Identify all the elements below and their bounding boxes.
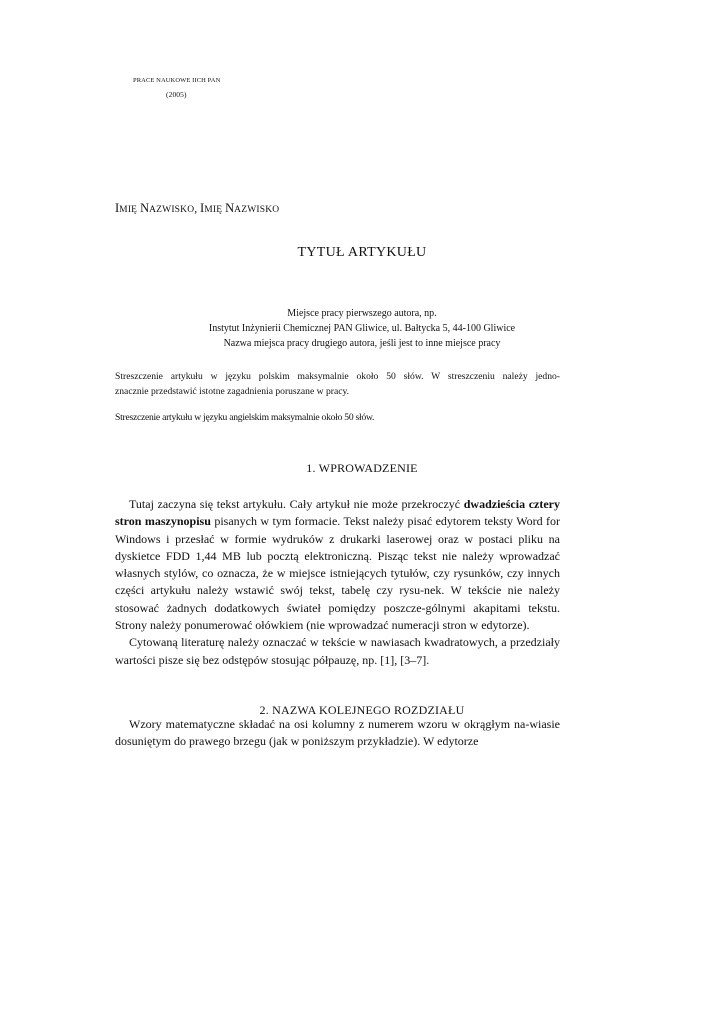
paragraph-1-text-b: pisanych w tym formacie. Tekst należy pisać edytorem teksty Word for Windows i przesłać w formie wydruków z drukarki laserowej oraz w postaci pliku na dyskietce FDD 1,44 MB lub pocztą elektroniczną. Pisząc tekst nie należy wprowadzać własnych stylów, co oznacza, że w miejsce istniejących tytułów, czy rysunków, czy innych części artykułu należy wstawić swój tekst, tabelę czy rysu-nek. W tekście nie należy stosować żadnych dodatkowych świateł pomiędzy poszcze-gólnymi akapitami tekstu. Strony należy ponumerować ołówkiem (nie wprowadzać numeracji stron w edytorze). bbox=[115, 514, 560, 633]
section-1-heading: 1. WPROWADZENIE bbox=[306, 461, 418, 475]
author-2-first-rest: MIĘ bbox=[204, 205, 223, 215]
affiliation-line-1: Miejsce pracy pierwszego autora, np. bbox=[287, 308, 437, 319]
section-2-paragraph-1: Wzory matematyczne składać na osi kolumny z numerem wzoru w okrągłym na-wiasie dosuniętym do prawego brzegu (jak w poniższym przykładzie). W edytorze bbox=[115, 717, 560, 749]
author-separator: , bbox=[194, 203, 201, 215]
article-title: TYTUŁ ARTYKUŁU bbox=[297, 245, 427, 260]
author-1-first-initial: I bbox=[115, 201, 120, 215]
abstract-english: Streszczenie artykułu w języku angielskim maksymalnie około 50 słów. bbox=[115, 412, 375, 423]
paragraph-1-bold: dwadzieścia cztery stron maszynopisu bbox=[115, 497, 560, 529]
author-2-last-initial: N bbox=[225, 201, 235, 215]
section-2-body bbox=[115, 716, 560, 751]
journal-header bbox=[133, 74, 220, 102]
author-2-first-initial: I bbox=[200, 201, 205, 215]
author-1-last-initial: N bbox=[140, 201, 150, 215]
affiliation-line-3: Nazwa miejsca pracy drugiego autora, jeśli jest to inne miejsce pracy bbox=[223, 338, 501, 349]
journal-year: (2005) bbox=[166, 90, 187, 99]
affiliation-line-2: Instytut Inżynierii Chemicznej PAN Gliwice, ul. Bałtycka 5, 44-100 Gliwice bbox=[208, 323, 516, 334]
author-1-first-rest: MIĘ bbox=[119, 205, 138, 215]
affiliation-block bbox=[100, 306, 624, 351]
abstract-polish bbox=[115, 369, 560, 399]
section-1-paragraph-1 bbox=[115, 496, 560, 634]
abstract-polish-line-1: Streszczenie artykułu w języku polskim maksymalnie około 50 słów. W streszczeniu należy jedno- bbox=[115, 371, 560, 382]
paragraph-1-text-a: Tutaj zaczyna się tekst artykułu. Cały artykuł nie może przekroczyć bbox=[129, 497, 464, 511]
author-list bbox=[115, 201, 279, 216]
section-1-body bbox=[115, 496, 560, 669]
abstract-polish-line-2: znacznie przedstawić istotne zagadnienia poruszane w pracy. bbox=[115, 386, 350, 397]
section-2-heading: 2. NAZWA KOLEJNEGO ROZDZIAŁU bbox=[259, 703, 465, 717]
author-2-last-rest: AZWISKO bbox=[234, 205, 280, 215]
author-1-last-rest: AZWISKO bbox=[149, 205, 195, 215]
journal-name: PRACE NAUKOWE IICH PAN bbox=[133, 77, 221, 84]
section-1-paragraph-2: Cytowaną literaturę należy oznaczać w tekście w nawiasach kwadratowych, a przedziały wartości pisze się bez odstępów stosując półpauzę, np. [1], [3–7]. bbox=[115, 635, 560, 667]
